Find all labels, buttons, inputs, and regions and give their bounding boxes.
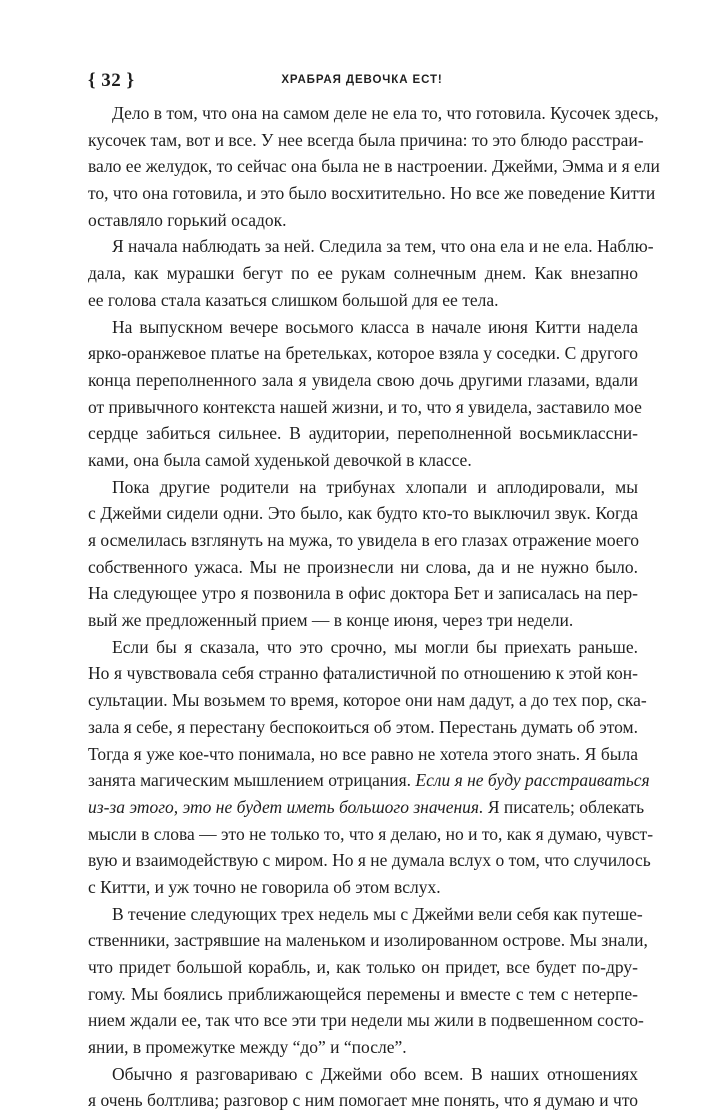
text-line: то, что она готовила, и это было восхитительно. Но все же поведение Китти xyxy=(88,183,656,204)
text-line: ственники, застрявшие на маленьком и изолированном острове. Мы знали, xyxy=(88,930,648,951)
body-text xyxy=(88,100,660,1114)
text-line-mixed xyxy=(88,794,645,821)
text-line: Я начала наблюдать за ней. Следила за тем, что она ела и не ела. Наблю- xyxy=(112,236,654,257)
text-line: нием ждали ее, так что все эти три недели мы жили в подвешенном состо- xyxy=(88,1010,644,1031)
text-line: Если бы я сказала, что это срочно, мы могли бы приехать раньше. xyxy=(112,636,638,657)
text-line: вую и взаимодействую с миром. Но я не думала вслух о том, что случилось xyxy=(88,850,651,871)
italic-text: из-за этого, это не будет иметь большого значения. xyxy=(88,796,484,817)
text-line: сультации. Мы возьмем то время, которое они нам дадут, а до тех пор, ска- xyxy=(88,690,647,711)
text-line: вый же предложенный прием — в конце июня, через три недели. xyxy=(88,610,574,631)
text-line: ками, она была самой худенькой девочкой в классе. xyxy=(88,449,472,470)
text-line: с Джейми сидели одни. Это было, как будто кто-то выключил звук. Когда xyxy=(88,503,638,524)
text-line: с Китти, и уж точно не говорила об этом вслух. xyxy=(88,876,441,897)
book-title: ХРАБРАЯ ДЕВОЧКА ЕСТ! xyxy=(281,74,443,86)
text-line: янии, в промежутке между “до” и “после”. xyxy=(88,1037,407,1058)
text-line: оставляло горький осадок. xyxy=(88,209,287,230)
text-line-mixed xyxy=(88,767,650,794)
text-line: я осмелилась взглянуть на мужа, то увидела в его глазах отражение моего xyxy=(88,530,640,550)
text-line: На выпускном вечере восьмого класса в начале июня Китти надела xyxy=(112,316,638,337)
italic-text: Если я не буду расстраиваться xyxy=(415,770,650,791)
text-line: собственного ужаса. Мы не произнесли ни слова, да и не нужно было. xyxy=(88,556,638,577)
text-line: гому. Мы боялись приближающейся перемены и вместе с тем с нетерпе- xyxy=(88,983,638,1004)
text-line: Но я чувствовала себя странно фаталистичной по отношению к этой кон- xyxy=(88,663,638,684)
text-line: ярко-оранжевое платье на бретельках, которое взяла у соседки. С другого xyxy=(88,343,638,364)
text-line: кусочек там, вот и все. У нее всегда была причина: то это блюдо расстраи- xyxy=(88,129,644,150)
text-line: зала я себе, я перестану беспокоиться об этом. Перестань думать об этом. xyxy=(88,716,638,737)
running-head xyxy=(88,70,636,94)
text-line: я очень болтлива; разговор с ним помогает мне понять, что я думаю и что xyxy=(88,1090,638,1111)
text-line: что придет большой корабль, и, как только он придет, все будет по-дру- xyxy=(88,957,638,977)
text-line: В течение следующих трех недель мы с Джейми вели себя как путеше- xyxy=(112,903,643,924)
text-line: Тогда я уже кое-что понимала, но все равно не хотела этого знать. Я была xyxy=(88,743,638,764)
text-line: Пока другие родители на трибунах хлопали и аплодировали, мы xyxy=(112,476,638,497)
text-line: сердце забиться сильнее. В аудитории, переполненной восьмиклассни- xyxy=(88,423,638,444)
page-number: { 32 } xyxy=(88,70,135,91)
text-line: дала, как мурашки бегут по ее рукам солнечным днем. Как внезапно xyxy=(88,263,638,284)
text-line: от привычного контекста нашей жизни, и то, что я увидела, заставило мое xyxy=(88,396,642,417)
text-line: конца переполненного зала я увидела свою дочь другими глазами, вдали xyxy=(88,369,638,390)
text-line: мысли в слова — это не только то, что я делаю, но и то, как я думаю, чувст- xyxy=(88,823,654,844)
text-line: Дело в том, что она на самом деле не ела то, что готовила. Кусочек здесь, xyxy=(112,103,659,123)
text-segment: Я писатель; облекать xyxy=(487,796,645,817)
text-line: ее голова стала казаться слишком большой для ее тела. xyxy=(88,289,499,310)
text-line: вало ее желудок, то сейчас она была не в настроении. Джейми, Эмма и я ели xyxy=(88,156,660,177)
text-line: Обычно я разговариваю с Джейми обо всем. В наших отношениях xyxy=(112,1063,638,1084)
text-line: На следующее утро я позвонила в офис доктора Бет и записалась на пер- xyxy=(88,583,638,604)
text-segment: занята магическим мышлением отрицания. xyxy=(88,770,411,791)
